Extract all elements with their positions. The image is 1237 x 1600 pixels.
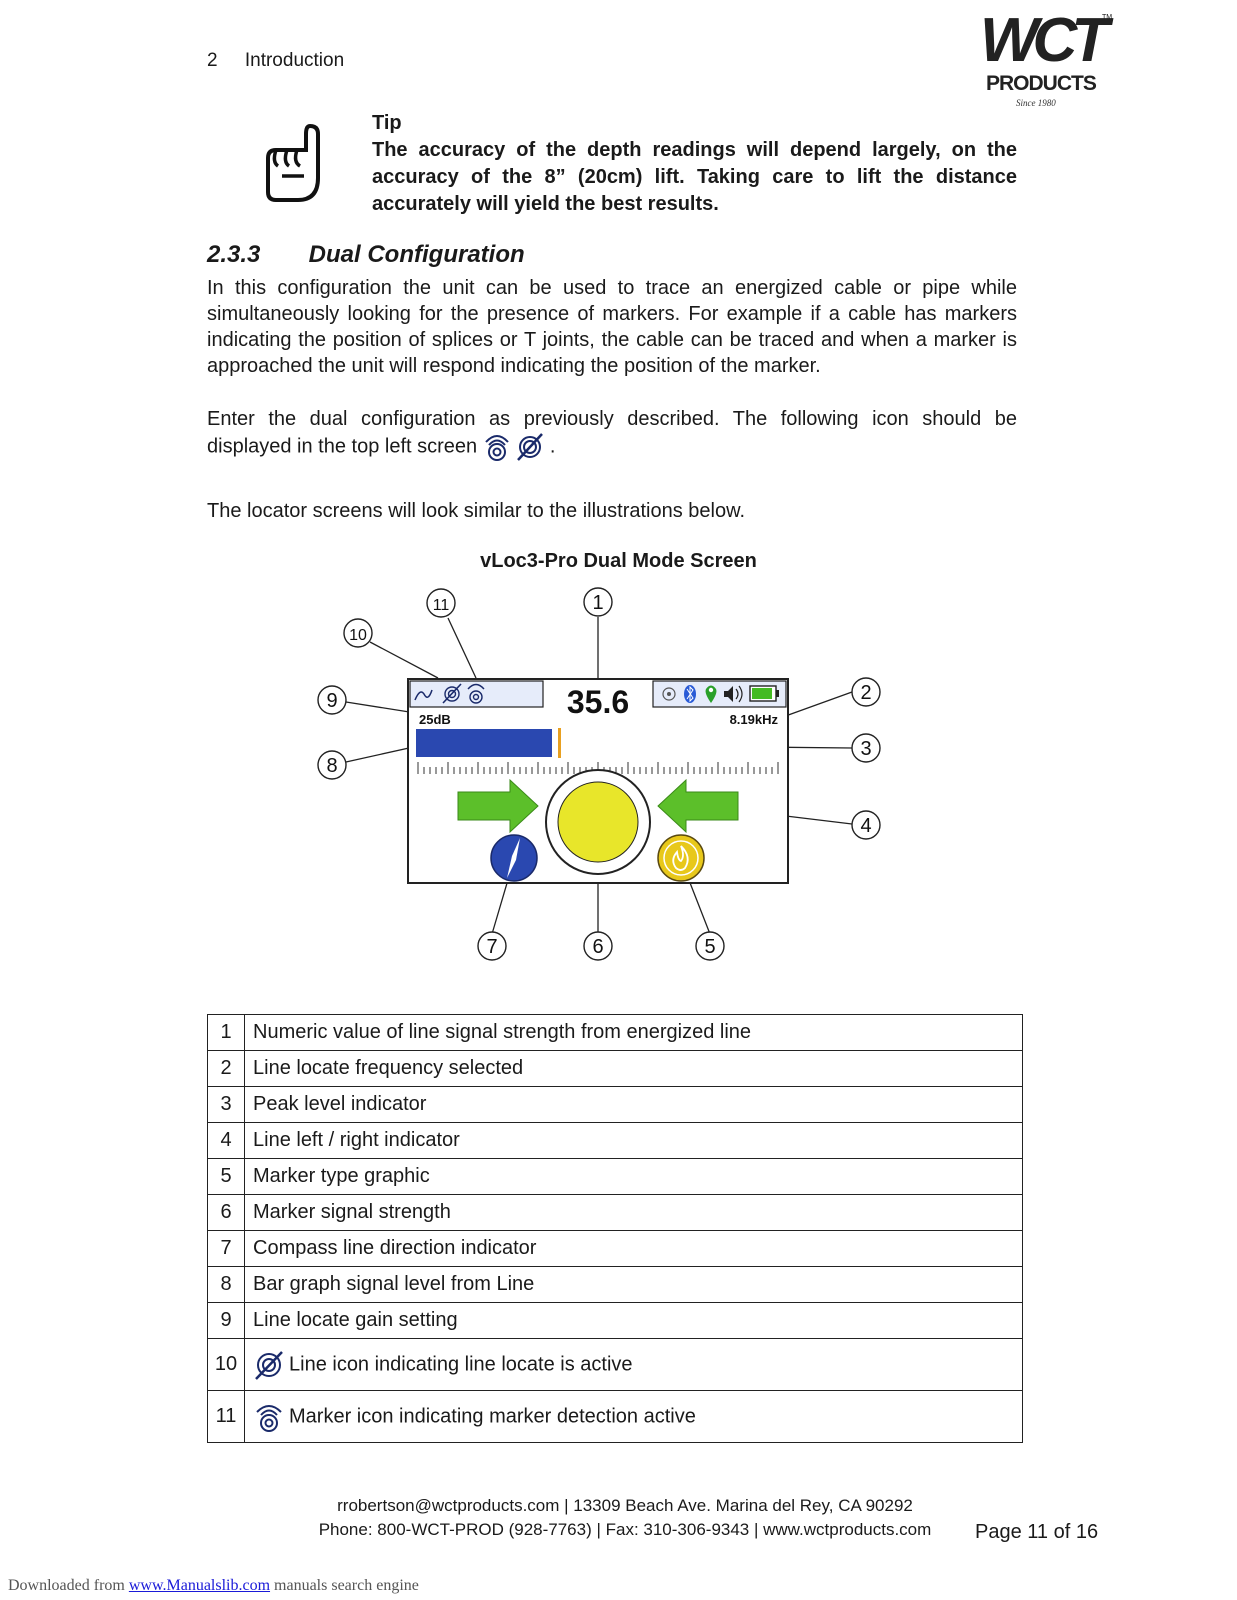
dual-mode-screen-diagram	[300, 580, 940, 990]
header-section-title: Introduction	[244, 50, 345, 71]
callout-3	[852, 734, 880, 762]
paragraph-2-text: Enter the dual configuration as previously described. The following icon should be displayed in the top left screen	[207, 408, 1017, 458]
paragraph-2	[207, 406, 1017, 462]
legend-row	[208, 1051, 1023, 1087]
callout-label: 10	[349, 627, 367, 644]
legend-row	[208, 1267, 1023, 1303]
paragraph-1: In this configuration the unit can be used to trace an energized cable or pipe while simultaneously looking for the presence of markers. For example if a cable has markers indicating the position of splices or T joints, the cable can be traced and when a marker is approached the unit will respond indicating the position of the marker.	[207, 277, 1017, 377]
footer-phone: Phone: 800-WCT-PROD (928-7763) | Fax: 310-306-9343 | www.wctproducts.com	[318, 1520, 932, 1539]
legend-number: 5	[208, 1159, 245, 1195]
tip-title: Tip	[372, 112, 402, 134]
compass-icon	[491, 835, 537, 881]
legend-description	[245, 1087, 1023, 1123]
callout-label: 6	[592, 936, 604, 958]
paragraph-3: The locator screens will look similar to the illustrations below.	[207, 500, 745, 522]
legend-number: 3	[208, 1087, 245, 1123]
callout-label: 8	[326, 755, 338, 777]
logo-since: Since 1980	[1016, 98, 1056, 108]
legend-description	[245, 1231, 1023, 1267]
footer-contact: rrobertson@wctproducts.com | 13309 Beach Ave. Marina del Rey, CA 90292	[337, 1496, 913, 1515]
legend-description	[245, 1391, 1023, 1443]
peak-marker	[558, 728, 561, 758]
page-number: Page 11 of 16	[975, 1521, 1099, 1543]
legend-number: 1	[208, 1015, 245, 1051]
tip-text: The accuracy of the depth readings will depend largely, on the accuracy of the 8” (20cm) lift. Taking care to lift the distance accurately will yield the best results.	[372, 139, 1017, 215]
callout-label: 5	[704, 936, 716, 958]
marker-strength-circle	[558, 782, 638, 862]
marker-detect-icon	[483, 432, 511, 462]
legend-number: 7	[208, 1231, 245, 1267]
legend-text: Line icon indicating line locate is active	[289, 1352, 633, 1375]
callout-1	[584, 588, 612, 616]
legend-row	[208, 1339, 1023, 1391]
legend-number: 10	[208, 1339, 245, 1391]
callout-label: 11	[432, 597, 450, 614]
pointing-hand-icon	[262, 122, 334, 204]
paragraph-2-end: .	[549, 435, 556, 458]
callout-label: 3	[860, 738, 872, 760]
legend-row	[208, 1123, 1023, 1159]
section-heading	[207, 241, 525, 269]
legend-row	[208, 1015, 1023, 1051]
legend-text: Line left / right indicator	[253, 1129, 460, 1151]
running-header	[207, 50, 344, 72]
callout-9	[318, 686, 346, 714]
logo-brand: WCT	[980, 6, 1104, 75]
tip-box	[372, 110, 1017, 218]
callout-2	[852, 678, 880, 706]
callout-label: 9	[326, 690, 338, 712]
line-locate-icon	[516, 432, 544, 462]
gain-label: 25dB	[419, 712, 451, 727]
legend-row	[208, 1159, 1023, 1195]
logo-sub: PRODUCTS	[986, 72, 1096, 95]
signal-reading: 35.6	[566, 684, 630, 720]
legend-description	[245, 1303, 1023, 1339]
section-title: Dual Configuration	[308, 241, 525, 268]
legend-text: Bar graph signal level from Line	[253, 1273, 535, 1295]
legend-row	[208, 1087, 1023, 1123]
marker-detect-icon	[253, 1401, 285, 1433]
legend-number: 6	[208, 1195, 245, 1231]
legend-row	[208, 1231, 1023, 1267]
callout-7	[478, 932, 506, 960]
legend-text: Peak level indicator	[253, 1093, 427, 1115]
callout-4	[852, 811, 880, 839]
callout-label: 4	[860, 815, 872, 837]
bluetooth-icon	[684, 685, 696, 703]
download-suffix: manuals search engine	[274, 1577, 419, 1594]
legend-description	[245, 1339, 1023, 1391]
battery-icon	[750, 686, 779, 701]
callout-11	[427, 589, 455, 617]
header-section-number: 2	[207, 50, 218, 71]
legend-text: Marker type graphic	[253, 1165, 430, 1187]
legend-text: Line locate frequency selected	[253, 1057, 524, 1079]
frequency-label: 8.19kHz	[729, 712, 778, 727]
legend-number: 9	[208, 1303, 245, 1339]
legend-description	[245, 1015, 1023, 1051]
marker-type-icon	[658, 835, 704, 881]
figure-title: vLoc3-Pro Dual Mode Screen	[480, 550, 757, 572]
legend-table	[207, 1014, 1023, 1443]
legend-number: 2	[208, 1051, 245, 1087]
line-locate-icon	[253, 1349, 285, 1381]
legend-description	[245, 1267, 1023, 1303]
download-banner	[8, 1577, 419, 1595]
download-prefix: Downloaded from	[8, 1577, 125, 1594]
legend-text: Marker icon indicating marker detection active	[289, 1404, 696, 1427]
legend-row	[208, 1303, 1023, 1339]
logo-tm: TM	[1102, 14, 1113, 21]
callout-10	[344, 619, 372, 647]
callout-6	[584, 932, 612, 960]
legend-row	[208, 1391, 1023, 1443]
callout-label: 1	[592, 592, 604, 614]
legend-row	[208, 1195, 1023, 1231]
legend-text: Marker signal strength	[253, 1201, 451, 1223]
legend-number: 4	[208, 1123, 245, 1159]
legend-description	[245, 1195, 1023, 1231]
callout-label: 7	[486, 936, 498, 958]
legend-number: 8	[208, 1267, 245, 1303]
legend-description	[245, 1051, 1023, 1087]
callout-5	[696, 932, 724, 960]
legend-text: Numeric value of line signal strength from energized line	[253, 1021, 752, 1043]
callout-label: 2	[860, 682, 872, 704]
manualslib-link[interactable]: www.Manualslib.com	[128, 1577, 271, 1594]
callout-8	[318, 751, 346, 779]
legend-text: Line locate gain setting	[253, 1309, 458, 1331]
section-number: 2.3.3	[207, 241, 261, 268]
wct-logo	[980, 6, 1113, 110]
legend-description	[245, 1123, 1023, 1159]
legend-description	[245, 1159, 1023, 1195]
legend-number: 11	[208, 1391, 245, 1443]
signal-bar	[416, 729, 552, 757]
legend-text: Compass line direction indicator	[253, 1237, 537, 1259]
